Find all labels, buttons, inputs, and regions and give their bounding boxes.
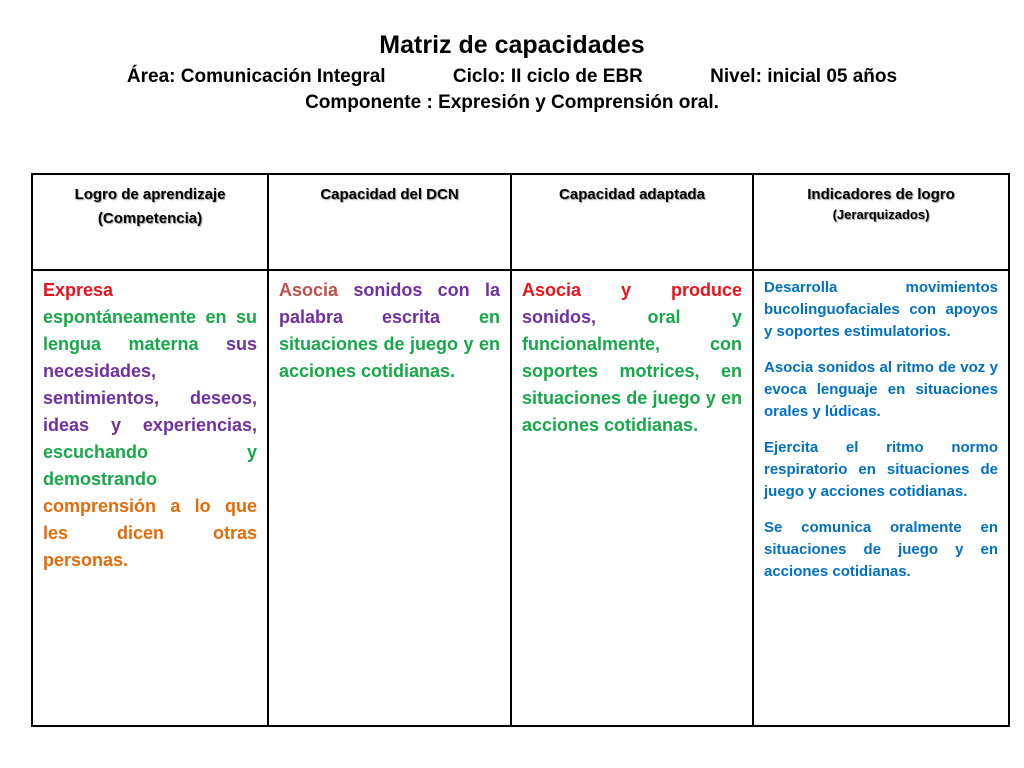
indicador-item: Ejercita el ritmo normo respiratorio en situaciones de juego y acciones cotidianas. [764, 439, 998, 500]
cell-competencia [32, 270, 268, 726]
header-indicadores-line2: (Jerarquizados) [832, 207, 930, 222]
competencia-seg3: en su lengua materna [43, 307, 257, 354]
header-capacidad-dcn [268, 174, 511, 270]
competencia-seg1: Expresa [43, 280, 114, 300]
capacity-matrix-table [31, 173, 1010, 727]
page-title: Matriz de capacidades [379, 31, 645, 59]
capacidad-adaptada-seg3: oral y funcionalmente, con soportes motrices, en situaciones de juego y en acciones cotidianas. [522, 307, 742, 435]
header-capacidad-adaptada-label: Capacidad adaptada [559, 186, 705, 203]
header-logro-line2: (Competencia) [97, 210, 203, 227]
cycle-label: Ciclo: II ciclo de EBR [452, 66, 643, 87]
capacidad-adaptada-seg1: Asocia y produce [522, 280, 742, 300]
competencia-seg4: sus necesidades, sentimientos, deseos, ideas y experiencias, [43, 334, 257, 435]
competencia-seg6: comprensión a lo que les dicen otras personas. [43, 496, 257, 570]
table-row [32, 270, 1009, 726]
header-logro-line1: Logro de aprendizaje [74, 186, 226, 203]
area-label: Área: Comunicación Integral [126, 66, 386, 87]
cell-indicadores [753, 270, 1009, 726]
level-label: Nivel: inicial 05 años [710, 66, 898, 87]
component-label: Componente : Expresión y Comprensión oral. [305, 92, 719, 113]
header-capacidad-adaptada [511, 174, 753, 270]
capacidad-dcn-text [279, 277, 500, 385]
header-capacidad-dcn-label: Capacidad del DCN [320, 186, 459, 203]
meta-line [0, 64, 1024, 90]
indicador-item: Asocia sonidos al ritmo de voz y evoca lenguaje en situaciones orales y lúdicas. [764, 359, 998, 420]
capacidad-dcn-seg1: Asocia [279, 280, 339, 300]
header-logro [32, 174, 268, 270]
table-header-row [32, 174, 1009, 270]
cell-capacidad-dcn [268, 270, 511, 726]
competencia-text [43, 277, 257, 574]
capacidad-adaptada-seg2: sonidos, [522, 307, 597, 327]
competencia-seg5: escuchando y demostrando [43, 442, 257, 489]
indicador-item: Desarrolla movimientos bucolinguofaciales con apoyos y soportes estimulatorios. [764, 279, 998, 340]
header-indicadores [753, 174, 1009, 270]
cell-capacidad-adaptada [511, 270, 753, 726]
capacidad-adaptada-text [522, 277, 742, 439]
competencia-seg2: espontáneamente [43, 307, 197, 327]
capacidad-dcn-seg2: sonidos con la palabra escrita [279, 280, 500, 327]
capacidad-dcn-seg3: en situaciones de juego y en acciones cotidianas. [279, 307, 500, 381]
header-indicadores-line1: Indicadores de logro [807, 186, 955, 203]
page-header [0, 30, 1024, 116]
indicador-item: Se comunica oralmente en situaciones de juego y en acciones cotidianas. [764, 519, 998, 580]
